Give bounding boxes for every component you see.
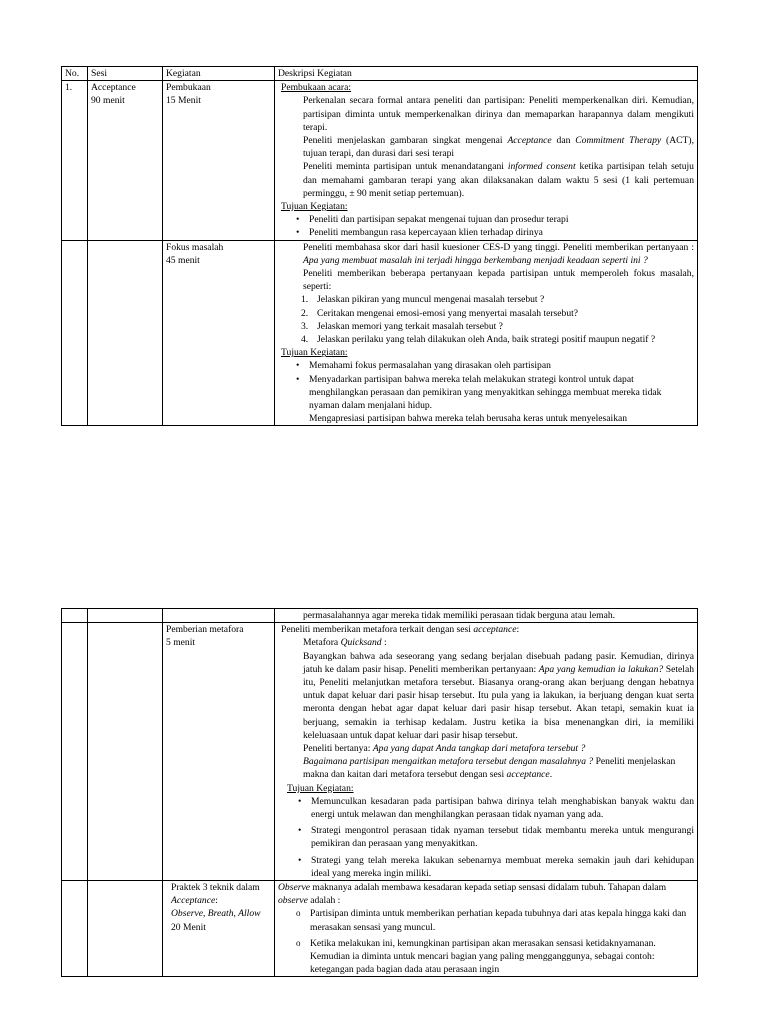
kegiatan-name: Pemberian metafora	[166, 624, 244, 636]
kegiatan-name: Pembukaan	[166, 82, 211, 94]
list-item: 3. Jelaskan memori yang terkait masalah tersebut ?	[301, 320, 503, 332]
list-item: • Menyadarkan partisipan bahwa mereka telah melakukan strategi kontrol untuk dapat menghilangkan perasaan dan pemikiran yang menyakitkan sehingga membuat mereka tidak nyaman dalam menjalani hidup.	[309, 373, 694, 413]
list-item: • Mengapresiasi partisipan bahwa mereka telah berusaha keras untuk menyelesaikan	[309, 412, 694, 425]
header-kegiatan: Kegiatan	[163, 67, 275, 81]
continuation-text: permasalahannya agar mereka tidak memiliki perasaan tidak berguna atau lemah.	[303, 610, 616, 621]
kegiatan-cell	[163, 881, 275, 977]
paragraph: Observe maknanya adalah membawa kesadaran kepada setiap sensasi didalam tubuh. Tahapan dalam observe adalah :	[278, 882, 667, 907]
section-heading: Pembukaan acara:	[281, 82, 352, 94]
header-deskripsi: Deskripsi Kegiatan	[275, 67, 698, 81]
paragraph: Peneliti membahasa skor dari hasil kuesioner CES-D yang tinggi. Peneliti memberikan pertanyaan : Apa yang membuat masalah ini terjadi hingga berkembang menjadi keadaan seperti ini ?	[303, 241, 694, 266]
header-no: No.	[62, 67, 88, 81]
kegiatan-techniques: Observe, Breath, Allow	[171, 908, 261, 920]
table-row	[62, 81, 698, 240]
tujuan-list	[281, 795, 694, 880]
paragraph: Bayangkan bahwa ada seseorang yang sedang berjalan disebuah padang pasir. Kemudian, dirinya jatuh ke dalam pasir hisap. Peneliti memberikan pertanyaan: Apa yang kemudian ia lakukan? Setelah itu, Peneliti melanjutkan metafora tersebut. Biasanya orang-orang akan berjuang dengan hebatnya untuk dapat keluar dari pasir hisap tersebut. Itu pula yang ia lakukan, ia berjuang dengan kuat serta meronta dengan hebat agar dapat keluar dari pasir hisap tersebut. Akan tetapi, semakin kuat ia berjuang, semakin ia terhisap kedalam. Justru ketika ia bisa menenangkan diri, ia memiliki keleluasaan untuk dapat keluar dari pasir hisap tersebut.	[303, 650, 695, 741]
tujuan-list	[281, 213, 694, 239]
tujuan-heading: Tujuan Kegiatan:	[287, 782, 354, 794]
paragraph: Peneliti memberikan beberapa pertanyaan kepada partisipan untuk memperoleh fokus masalah, seperti:	[303, 268, 694, 293]
row-number: 1.	[62, 81, 88, 240]
kegiatan-duration: 45 menit	[166, 254, 200, 266]
sesi-duration: 90 menit	[91, 95, 125, 107]
deskripsi-cell	[275, 81, 698, 240]
paragraph: Bagaimana partisipan mengaitkan metafora tersebut dengan masalahnya ? Peneliti menjelaskan makna dan kaitan dari metafora tersebut dengan sesi acceptance.	[303, 756, 676, 781]
tujuan-list	[281, 359, 694, 425]
list-item: o Partisipan diminta untuk memberikan perhatian kepada tubuhnya dari atas kepala hingga kaki dan merasakan sensasi yang muncul.	[310, 907, 694, 933]
paragraph: Peneliti bertanya: Apa yang dapat Anda tangkap dari metafora tersebut ?	[303, 743, 586, 755]
list-item: o Ketika melakukan ini, kemungkinan partisipan akan merasakan sensasi ketidaknyamanan. Kemudian ia diminta untuk mencari bagian yang paling mengganggunya, sebagai contoh: ketegangan pada bagian dada atau perasaan ingin	[310, 937, 694, 977]
list-item: • Memahami fokus permasalahan yang dirasakan oleh partisipan	[309, 359, 694, 372]
sesi-cell	[88, 81, 163, 240]
deskripsi-cell	[275, 609, 698, 623]
list-item: 2. Ceritakan mengenai emosi-emosi yang menyertai masalah tersebut?	[301, 307, 579, 319]
list-item: • Memunculkan kesadaran pada partisipan bahwa dirinya telah menghabiskan banyak waktu dan energi untuk melawan dan menghilangkan perasaan tidak nyaman yang ada.	[311, 795, 694, 821]
session-table-page-1	[61, 66, 698, 426]
kegiatan-duration: 15 Menit	[166, 95, 201, 107]
table-row	[62, 609, 698, 623]
paragraph: Peneliti memberikan metafora terkait dengan sesi acceptance:	[281, 624, 520, 636]
paragraph: Perkenalan secara formal antara peneliti dan partisipan: Peneliti memperkenalkan diri. Kemudian, partisipan diminta untuk memperkenalkan dirinya dan memaparkan harapannya dalam mengikuti terapi.	[303, 95, 694, 133]
list-item: • Peneliti membangun rasa kepercayaan klien terhadap dirinya	[309, 226, 694, 239]
kegiatan-duration: 20 Menit	[171, 921, 206, 933]
kegiatan-cell	[163, 81, 275, 240]
list-item: • Strategi mengontrol perasaan tidak nyaman tersebut tidak membantu mereka untuk mengurangi pemikiran dan perasaan yang menyakitkan.	[311, 824, 694, 850]
kegiatan-name: Fokus masalah	[166, 241, 224, 253]
table-row	[62, 623, 698, 881]
sesi-name: Acceptance	[91, 82, 136, 94]
paragraph: Peneliti menjelaskan gambaran singkat mengenai Acceptance dan Commitment Therapy (ACT), tujuan terapi, dan durasi dari sesi terapi	[303, 135, 694, 160]
paragraph: Peneliti meminta partisipan untuk menandatangani informed consent ketika partisipan telah setuju dan memahami gambaran terapi yang akan dilaksanakan dalam waktu 5 sesi (1 kali pertemuan perminggu, ± 90 menit setiap pertemuan).	[303, 161, 694, 199]
list-item: 1. Jelaskan pikiran yang muncul mengenai masalah tersebut ?	[301, 294, 545, 306]
list-item: 4. Jelaskan perilaku yang telah dilakukan oleh Anda, baik strategi positif maupun negatif ?	[301, 334, 656, 346]
table-row	[62, 240, 698, 426]
deskripsi-cell	[275, 240, 698, 426]
kegiatan-duration: 5 menit	[166, 637, 196, 649]
tujuan-heading: Tujuan Kegiatan:	[281, 201, 348, 213]
session-table-page-2	[61, 608, 698, 977]
table-header-row	[62, 67, 698, 81]
deskripsi-cell	[275, 623, 698, 881]
kegiatan-name: Praktek 3 teknik dalam Acceptance:	[171, 882, 260, 907]
tahapan-list	[278, 907, 694, 976]
kegiatan-cell	[163, 240, 275, 426]
list-item: • Strategi yang telah mereka lakukan sebenarnya membuat mereka semakin jauh dari kehidupan ideal yang mereka ingin miliki.	[311, 854, 694, 880]
metafora-title: Metafora Quicksand :	[303, 637, 387, 649]
deskripsi-cell	[275, 881, 698, 977]
kegiatan-cell	[163, 623, 275, 881]
header-sesi: Sesi	[88, 67, 163, 81]
tujuan-heading: Tujuan Kegiatan:	[281, 347, 348, 359]
question-list	[281, 293, 694, 346]
list-item: • Peneliti dan partisipan sepakat mengenai tujuan dan prosedur terapi	[309, 213, 694, 226]
table-row	[62, 881, 698, 977]
